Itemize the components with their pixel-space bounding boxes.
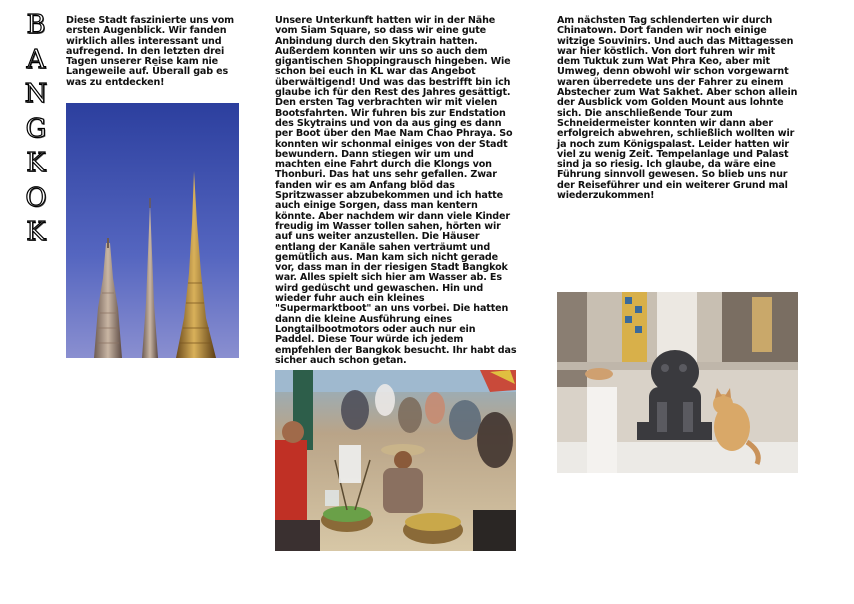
lion-statue-cat-photo: [557, 292, 798, 473]
title-letter: K: [26, 148, 46, 178]
temple-spires-photo: [66, 103, 239, 358]
title-letter: N: [24, 79, 48, 109]
title-letter: O: [25, 182, 47, 213]
chinatown-paragraph: Am nächsten Tag schlenderten wir durch Chinatown. Dort fanden wir noch einige witzige Souvinirs. Und auch das Mittagessen war hier köstlich. Von dort fuhren wir mit dem Tuktuk zum Wat Phra Keo, aber mit Umweg, denn obwohl wir schon vorgewarnt waren überredete uns der Fahrer zu einem Abstecher zum Wat Sakhet. Aber schon allein der Ausblick vom Golden Mount aus lohnte sich. Die anschließende Tour zum Schneidermeister konnten wir dann aber erfolgreich abwehren, schließlich wollten wir ja noch zum Königspalast. Leider hatten wir viel zu wenig Zeit. Tempelanlage und Palast sind ja so riesig. Ich glaube, da wäre eine Führung sinnvoll gewesen. So blieb uns nur der Reiseführer und ein weiterer Grund mal wiederzukommen!: [557, 15, 798, 202]
page-title: [20, 8, 52, 250]
market-vendor-photo: [275, 370, 516, 551]
boat-tour-paragraph: Unsere Unterkunft hatten wir in der Nähe vom Siam Square, so dass wir eine gute Anbindung durch den Skytrain hatten. Außerdem konnten wir uns so auch dem gigantischen Shoppingrausch hingeben. Wie schon bei euch in KL war das Angebot überwältigend! Und was das bestrifft bin ich glaube ich für den Rest des Jahres gesättigt. Den ersten Tag verbrachten wir mit vielen Bootsfahrten. Wir fuhren bis zur Endstation des Skytrains und von da aus ging es dann per Boot über den Mae Nam Chao Phraya. So konnten wir schonmal einiges von der Stadt bewundern. Dann stiegen wir um und machten eine Fahrt durch die Klongs von Thonburi. Das hat uns sehr gefallen. Zwar fanden wir es am Anfang blöd das Spritzwasser abzubekommen und ich hatte auch einige Sorgen, dass man kentern könnte. Aber nachdem wir dann viele Kinder freudig im Wasser tollen sahen, hörten wir auf uns weiter anzustellen. Die Häuser entlang der Kanäle sahen verträumt und gemütlich aus. Man kam sich nicht gerade vor, dass man in der riesigen Stadt Bangkok war. Alles spielt sich hier am Wasser ab. Es wird gedüscht und gewaschen. Hin und wieder fuhr auch ein kleines "Supermarktboot" an uns vorbei. Die hatten dann die kleine Ausführung eines Longtailbootmotors oder auch nur ein Paddel. Diese Tour würde ich jedem empfehlen der Bangkok besucht. Ihr habt das sicher auch schon getan.: [275, 15, 517, 366]
intro-paragraph: Diese Stadt faszinierte uns vom ersten Augenblick. Wir fanden wirklich alles interessant und aufregend. In den letzten drei Tagen unserer Reise kam nie Langeweile auf. Überall gab es was zu entdecken!: [66, 15, 235, 88]
title-letter: K: [26, 217, 46, 247]
title-letter: A: [26, 44, 46, 75]
title-letter: B: [26, 10, 46, 40]
title-letter: G: [25, 113, 47, 144]
